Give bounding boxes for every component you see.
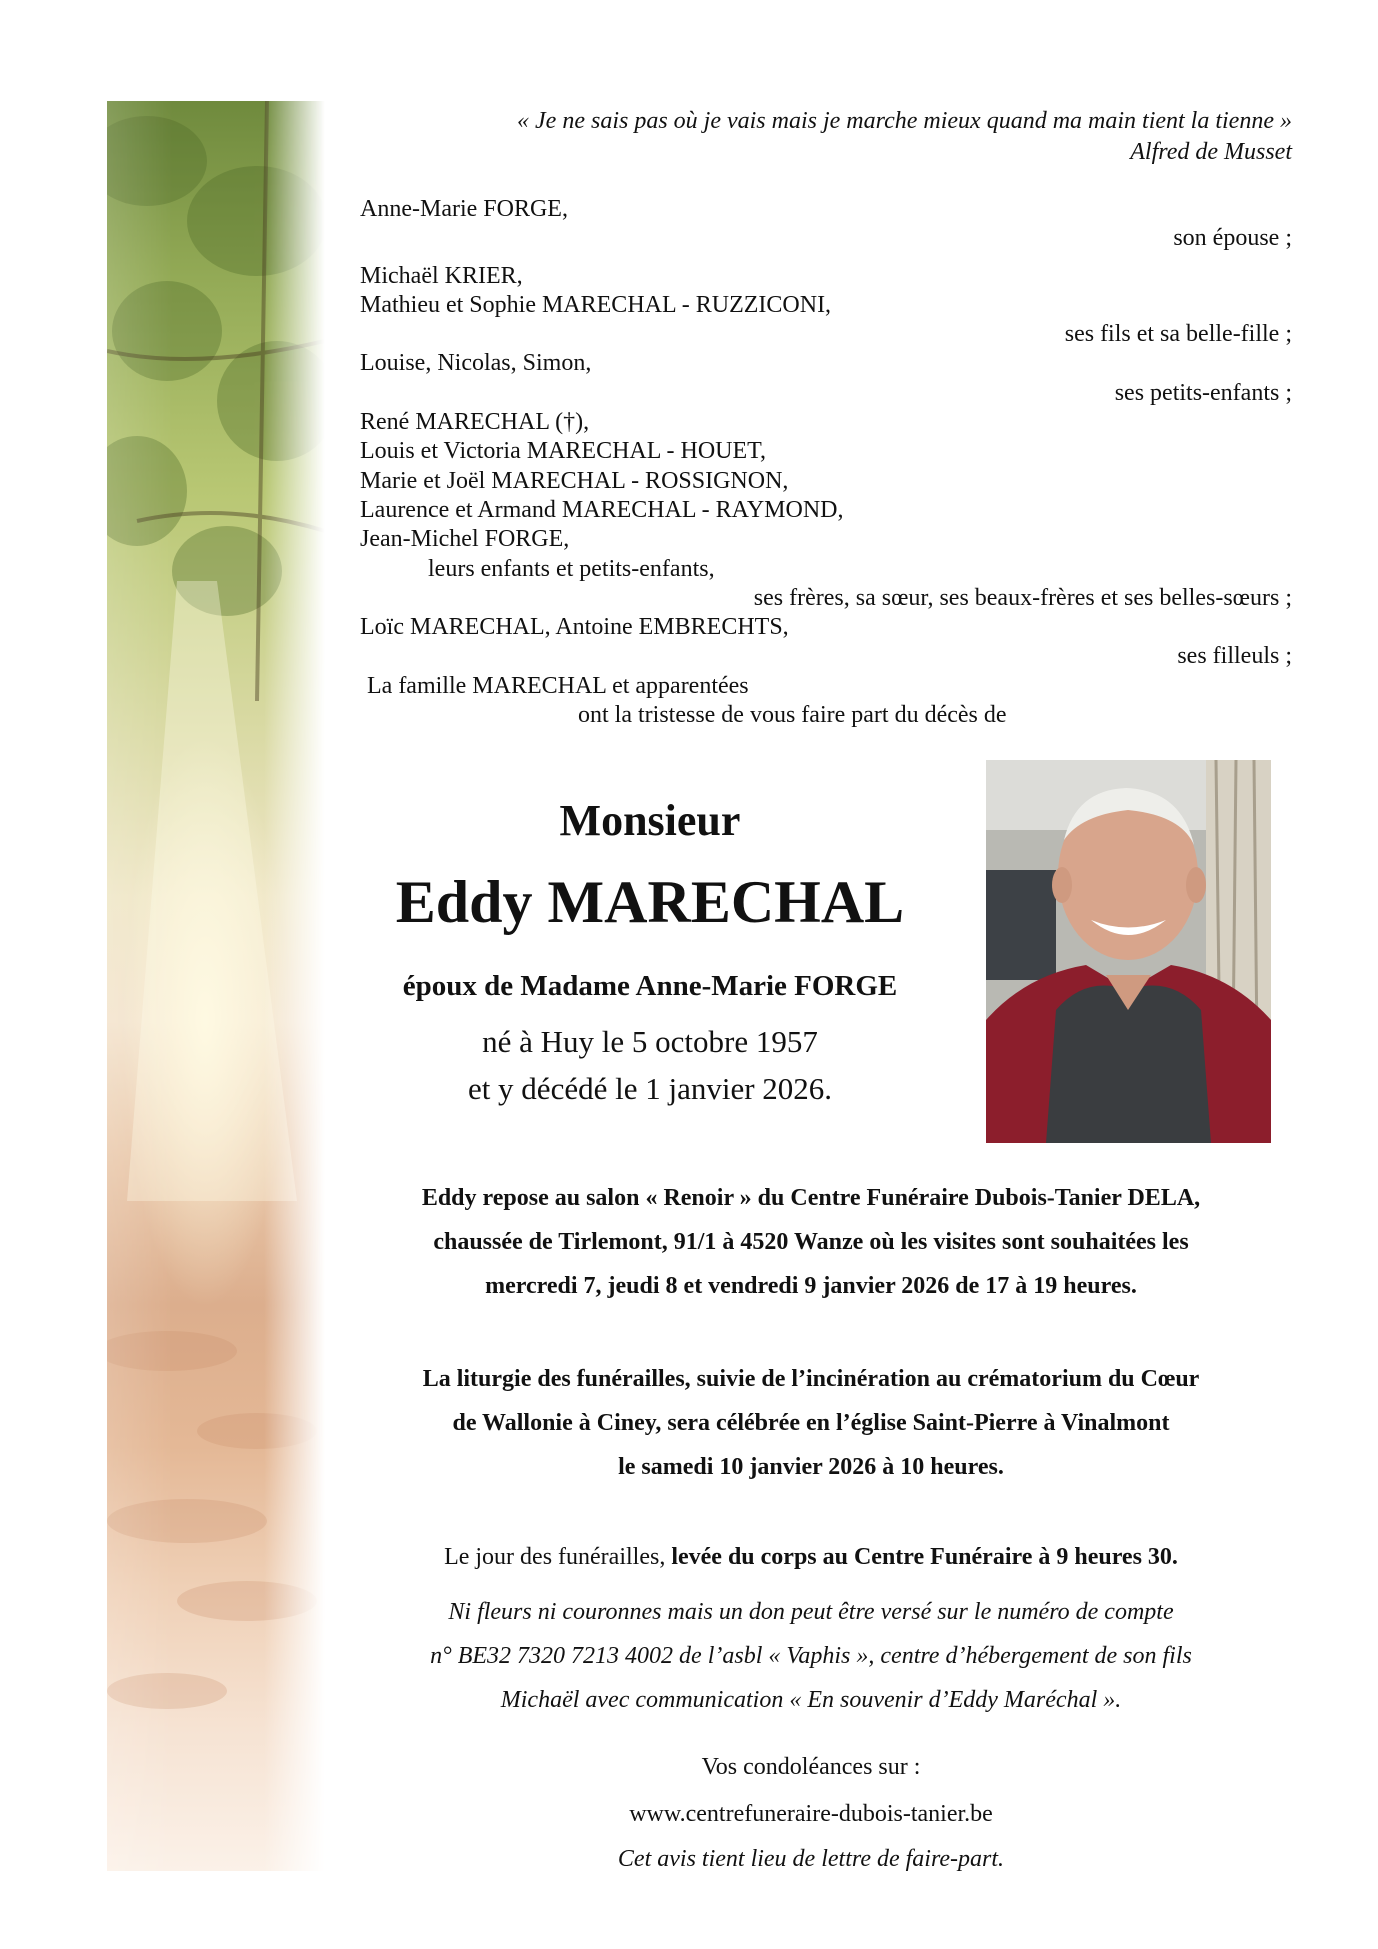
notice-statement: Cet avis tient lieu de lettre de faire-part.: [617, 1846, 1005, 1872]
epigraph-author: Alfred de Musset: [1130, 139, 1292, 165]
spouse-line: époux de Madame Anne-Marie FORGE: [402, 970, 898, 1002]
honorific: Monsieur: [559, 796, 741, 845]
announcement-line: ont la tristesse de vous faire part du décès de: [578, 702, 1007, 729]
family-line: Jean-Michel FORGE,: [360, 526, 570, 553]
family-line: Louis et Victoria MARECHAL - HOUET,: [360, 438, 767, 465]
condolences-label: Vos condoléances sur :: [701, 1754, 921, 1780]
levee-prefix: Le jour des funérailles,: [444, 1544, 672, 1570]
family-line: René MARECHAL (†),: [360, 409, 590, 436]
portrait-photo: [986, 760, 1271, 1143]
levee-time: levée du corps au Centre Funéraire à 9 heures 30.: [671, 1544, 1178, 1570]
liturgy-paragraph: [330, 1357, 1292, 1489]
donation-line: Ni fleurs ni couronnes mais un don peut être versé sur le numéro de compte: [448, 1599, 1174, 1625]
condolences-block: [330, 1745, 1292, 1881]
family-line: La famille MARECHAL et apparentées: [367, 672, 749, 699]
family-list: [360, 195, 1292, 730]
family-line: Louise, Nicolas, Simon,: [360, 350, 592, 377]
liturgy-line: de Wallonie à Ciney, sera célébrée en l’église Saint-Pierre à Vinalmont: [452, 1410, 1170, 1436]
family-line: Loïc MARECHAL, Antoine EMBRECHTS,: [360, 614, 789, 641]
visitation-line: mercredi 7, jeudi 8 et vendredi 9 janvier 2026 de 17 à 19 heures.: [485, 1273, 1137, 1299]
levee-paragraph: [330, 1535, 1292, 1579]
death-line: et y décédé le 1 janvier 2026.: [467, 1071, 833, 1106]
family-line: Laurence et Armand MARECHAL - RAYMOND,: [360, 496, 844, 523]
condolences-url[interactable]: www.centrefuneraire-dubois-tanier.be: [629, 1801, 993, 1827]
visitation-line: Eddy repose au salon « Renoir » du Centre Funéraire Dubois-Tanier DELA,: [421, 1185, 1201, 1211]
epigraph-quote: « Je ne sais pas où je vais mais je marche mieux quand ma main tient la tienne »: [517, 108, 1292, 134]
family-line: leurs enfants et petits-enfants,: [428, 555, 715, 582]
family-line: Marie et Joël MARECHAL - ROSSIGNON,: [360, 467, 789, 494]
deceased-name: Eddy MARECHAL: [395, 869, 905, 935]
family-line: Mathieu et Sophie MARECHAL - RUZZICONI,: [360, 291, 832, 318]
visitation-line: chaussée de Tirlemont, 91/1 à 4520 Wanze où les visites sont souhaitées les: [433, 1229, 1189, 1255]
donation-line: n° BE32 7320 7213 4002 de l’asbl « Vaphis », centre d’hébergement de son fils: [430, 1643, 1192, 1669]
relation-label: ses fils et sa belle-fille ;: [1064, 321, 1292, 348]
liturgy-line: La liturgie des funérailles, suivie de l’incinération au crématorium du Cœur: [422, 1366, 1200, 1392]
relation-label: son épouse ;: [1173, 225, 1292, 252]
family-line: Michaël KRIER,: [360, 262, 523, 289]
family-line: Anne-Marie FORGE,: [360, 196, 568, 222]
liturgy-line: le samedi 10 janvier 2026 à 10 heures.: [618, 1454, 1004, 1480]
birth-line: né à Huy le 5 octobre 1957: [482, 1024, 818, 1059]
donation-line: Michaël avec communication « En souvenir d’Eddy Maréchal ».: [500, 1687, 1122, 1713]
relation-label: ses filleuls ;: [1177, 643, 1292, 670]
visitation-paragraph: [330, 1176, 1292, 1308]
relation-label: ses petits-enfants ;: [1114, 379, 1292, 406]
relation-label: ses frères, sa sœur, ses beaux-frères et ses belles-sœurs ;: [753, 584, 1292, 611]
donation-paragraph: [330, 1590, 1292, 1722]
